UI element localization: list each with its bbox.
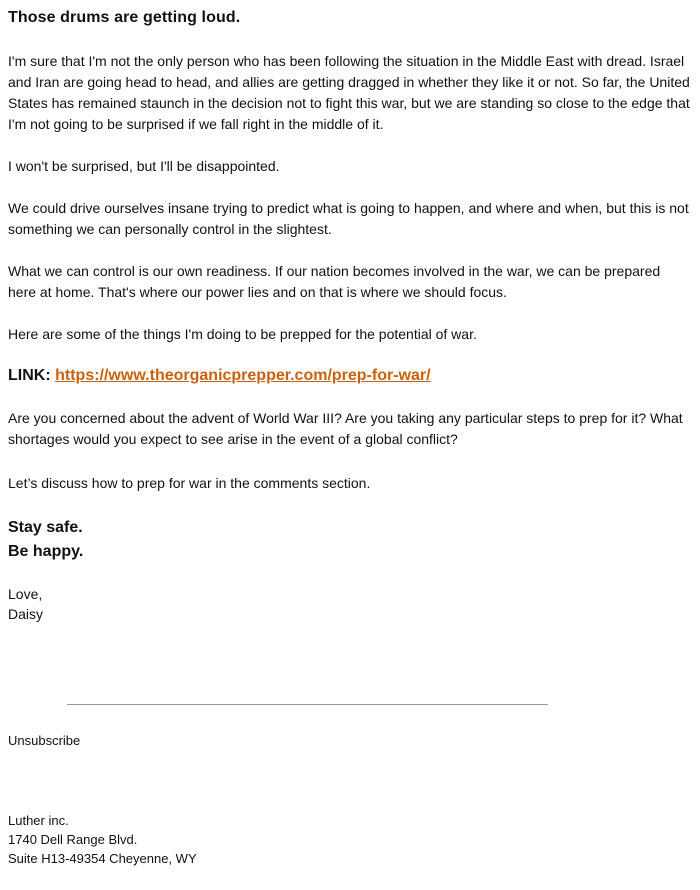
address-street: 1740 Dell Range Blvd. [8,832,138,847]
paragraph-situation: I'm sure that I'm not the only person who has been following the situation in the Middle East with dread. Israel and Iran are going head to head, and allies are getting dragged in whether they like it or not. So far, the United States has remained staunch in the decision not to fight this war, but we are standing so close to the edge that I'm not going to be surprised if we fall right in the middle of it. [8,53,690,132]
signature-name: Daisy [8,606,44,622]
paragraph-things-doing: Here are some of the things I'm doing to be prepped for the potential of war. [8,326,477,342]
paragraph-predict: We could drive ourselves insane trying to predict what is going to happen, and where and when, but this is not something we can personally control in the slightest. [8,200,689,237]
link-prefix: LINK: [8,367,51,384]
footer-divider [67,704,548,705]
address-suite-city: Suite H13-49354 Cheyenne, WY [8,851,197,866]
signoff-line-be-happy: Be happy. [8,543,84,560]
paragraph-readiness: What we can control is our own readiness. If our nation becomes involved in the war, we can be prepared here at home. That's where our power lies and on that is where we should focus. [8,263,661,300]
paragraph-questions: Are you concerned about the advent of World War III? Are you taking any particular steps to prep for it? What shortages would you expect to see arise in the event of a global conflict? [8,410,683,447]
address-company: Luther inc. [8,813,69,828]
link-line [8,367,431,385]
signoff [8,516,83,564]
unsubscribe-link[interactable]: Unsubscribe [8,733,81,748]
email-heading: Those drums are getting loud. [8,9,241,26]
signature [8,584,43,624]
signature-love: Love, [8,586,43,602]
sender-address [8,811,197,868]
article-link[interactable]: https://www.theorganicprepper.com/prep-for-war/ [55,367,431,384]
paragraph-disappointed: I won't be surprised, but I'll be disappointed. [8,158,280,174]
paragraph-discuss: Let’s discuss how to prep for war in the comments section. [8,475,371,491]
signoff-line-stay-safe: Stay safe. [8,519,83,536]
